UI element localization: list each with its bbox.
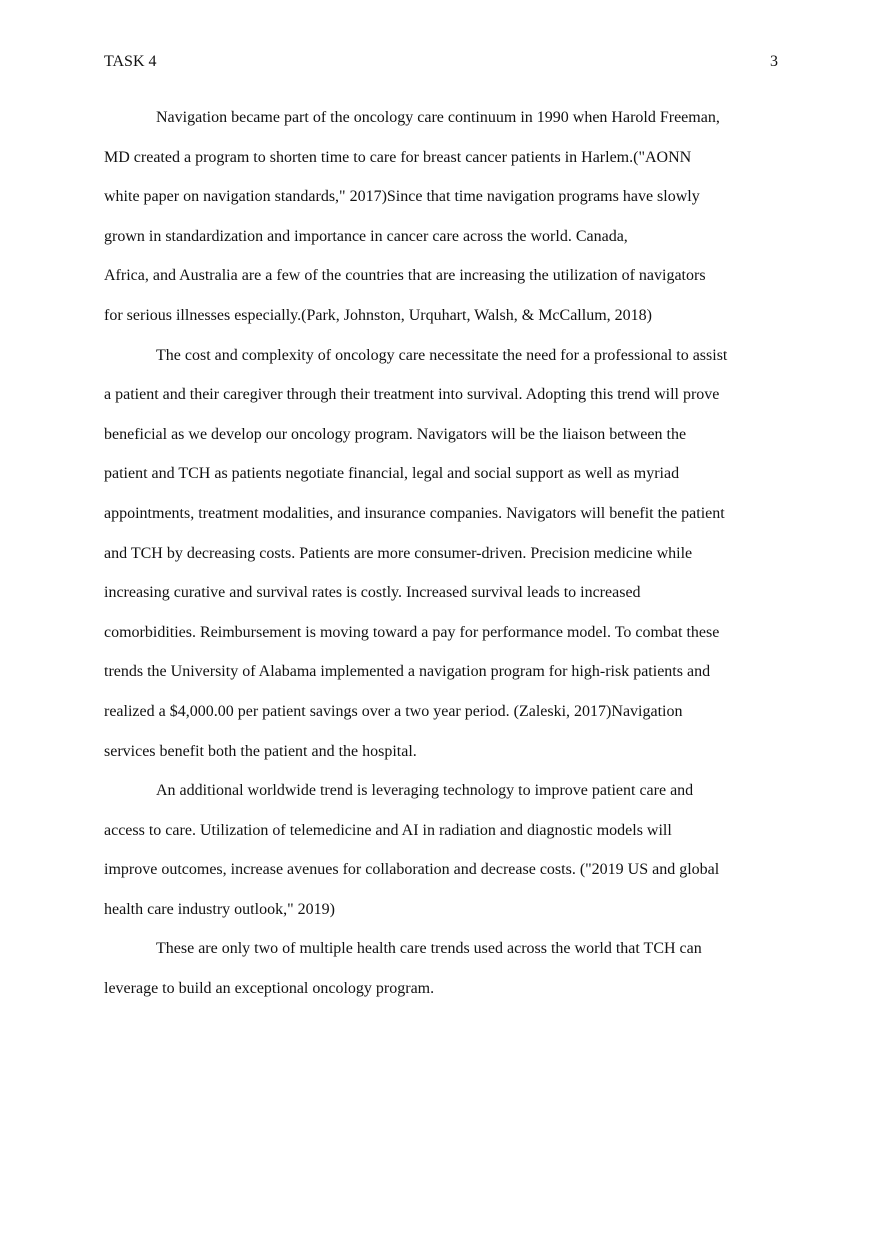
paragraph-2-line-2: a patient and their caregiver through their treatment into survival. Adopting this trend will prove <box>104 386 720 404</box>
paragraph-2-line-6: and TCH by decreasing costs. Patients are more consumer-driven. Precision medicine while <box>104 544 693 562</box>
page-header <box>104 52 778 72</box>
paragraph-3-line-3: improve outcomes, increase avenues for collaboration and decrease costs. ("2019 US and global <box>104 861 720 879</box>
paragraph-1-line-1: Navigation became part of the oncology care continuum in 1990 when Harold Freeman, <box>156 109 720 126</box>
page-number: 3 <box>770 53 778 70</box>
paragraph-2-line-1: The cost and complexity of oncology care necessitate the need for a professional to assist <box>156 346 728 364</box>
running-head: TASK 4 <box>104 53 157 70</box>
paragraph-2-line-8: comorbidities. Reimbursement is moving toward a pay for performance model. To combat these <box>104 623 720 641</box>
paragraph-1-line-6: for serious illnesses especially.(Park, Johnston, Urquhart, Walsh, & McCallum, 2018) <box>104 306 652 324</box>
paragraph-2-line-7: increasing curative and survival rates is costly. Increased survival leads to increased <box>104 584 641 602</box>
paragraph-2-line-5: appointments, treatment modalities, and insurance companies. Navigators will benefit the patient <box>104 504 725 522</box>
body-text <box>104 98 778 1009</box>
paragraph-2-line-9: trends the University of Alabama implemented a navigation program for high-risk patients and <box>104 663 711 681</box>
paragraph-2-line-11: services benefit both the patient and the hospital. <box>104 742 417 760</box>
paragraph-3-line-2: access to care. Utilization of telemedicine and AI in radiation and diagnostic models will <box>104 821 672 839</box>
paragraph-1-line-3: white paper on navigation standards," 2017)Since that time navigation programs have slowly <box>104 188 700 206</box>
paragraph-1-line-5: Africa, and Australia are a few of the countries that are increasing the utilization of navigators <box>104 267 706 285</box>
paragraph-2-line-3: beneficial as we develop our oncology program. Navigators will be the liaison between the <box>104 425 687 443</box>
paragraph-4-line-2: leverage to build an exceptional oncology program. <box>104 980 435 998</box>
paragraph-1-line-2: MD created a program to shorten time to care for breast cancer patients in Harlem.("AONN <box>104 148 692 166</box>
paragraph-4-line-1: These are only two of multiple health care trends used across the world that TCH can <box>156 940 702 958</box>
paragraph-1-line-4: grown in standardization and importance in cancer care across the world. Canada, <box>104 227 628 245</box>
paragraph-3-line-1: An additional worldwide trend is leveraging technology to improve patient care and <box>156 782 694 800</box>
paragraph-2-line-4: patient and TCH as patients negotiate financial, legal and social support as well as myriad <box>104 465 680 483</box>
paragraph-2-line-10: realized a $4,000.00 per patient savings over a two year period. (Zaleski, 2017)Navigation <box>104 702 683 720</box>
paragraph-3-line-4: health care industry outlook," 2019) <box>104 900 335 918</box>
